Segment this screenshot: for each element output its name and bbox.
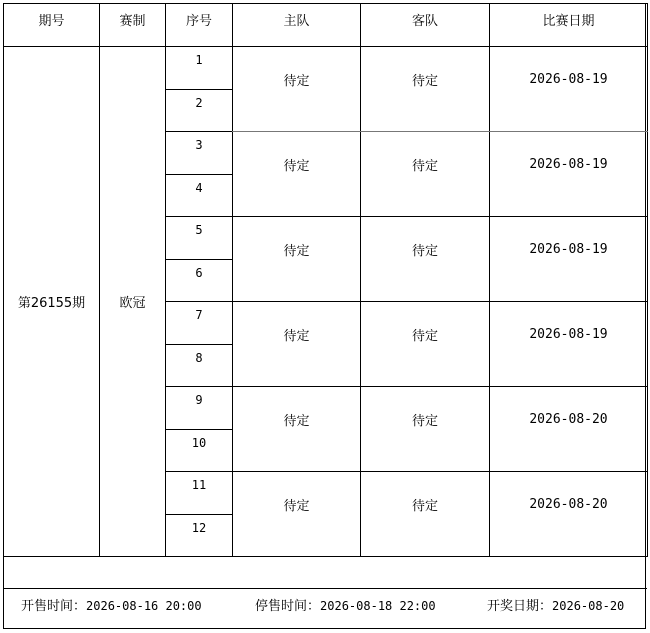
sale-start-label: 开售时间：	[21, 599, 87, 614]
away-team-cell: 待定	[361, 217, 490, 302]
seq-cell: 7	[166, 302, 233, 345]
match-date-cell: 2026-08-19	[490, 132, 648, 217]
header-away: 客队	[361, 4, 490, 47]
draw-date-label: 开奖日期：	[487, 599, 553, 614]
match-date-cell: 2026-08-19	[490, 47, 648, 132]
period-cell: 第26155期	[4, 47, 100, 557]
sale-info-footer	[3, 589, 647, 629]
header-home: 主队	[233, 4, 361, 47]
seq-cell: 3	[166, 132, 233, 175]
home-team-cell: 待定	[233, 217, 361, 302]
home-team-cell: 待定	[233, 387, 361, 472]
competition-cell: 欧冠	[100, 47, 166, 557]
home-team-cell: 待定	[233, 472, 361, 557]
away-team-cell: 待定	[361, 47, 490, 132]
seq-cell: 9	[166, 387, 233, 430]
draw-date-value: 2026-08-20	[552, 599, 625, 613]
draw-date-info	[487, 595, 624, 614]
away-team-cell: 待定	[361, 472, 490, 557]
seq-cell: 6	[166, 259, 233, 302]
header-seq: 序号	[166, 4, 233, 47]
header-period: 期号	[4, 4, 100, 47]
sale-start-time: 2026-08-16 20:00	[86, 599, 202, 613]
seq-cell: 12	[166, 514, 233, 557]
header-row	[4, 4, 648, 47]
table-row	[4, 47, 648, 90]
home-team-cell: 待定	[233, 132, 361, 217]
seq-cell: 10	[166, 429, 233, 472]
seq-cell: 4	[166, 174, 233, 217]
seq-cell: 8	[166, 344, 233, 387]
home-team-cell: 待定	[233, 47, 361, 132]
seq-cell: 5	[166, 217, 233, 260]
header-competition: 赛制	[100, 4, 166, 47]
match-date-cell: 2026-08-20	[490, 472, 648, 557]
away-team-cell: 待定	[361, 302, 490, 387]
seq-cell: 2	[166, 89, 233, 132]
seq-cell: 11	[166, 472, 233, 515]
sale-stop-label: 停售时间：	[255, 599, 321, 614]
match-date-cell: 2026-08-20	[490, 387, 648, 472]
spacer-row	[3, 558, 647, 589]
home-team-cell: 待定	[233, 302, 361, 387]
seq-cell: 1	[166, 47, 233, 90]
away-team-cell: 待定	[361, 132, 490, 217]
header-date: 比赛日期	[490, 4, 648, 47]
match-date-cell: 2026-08-19	[490, 302, 648, 387]
match-schedule-table	[3, 3, 648, 557]
match-date-cell: 2026-08-19	[490, 217, 648, 302]
sale-stop-info	[255, 595, 436, 614]
away-team-cell: 待定	[361, 387, 490, 472]
sale-start-info	[21, 595, 202, 614]
sale-stop-time: 2026-08-18 22:00	[320, 599, 436, 613]
